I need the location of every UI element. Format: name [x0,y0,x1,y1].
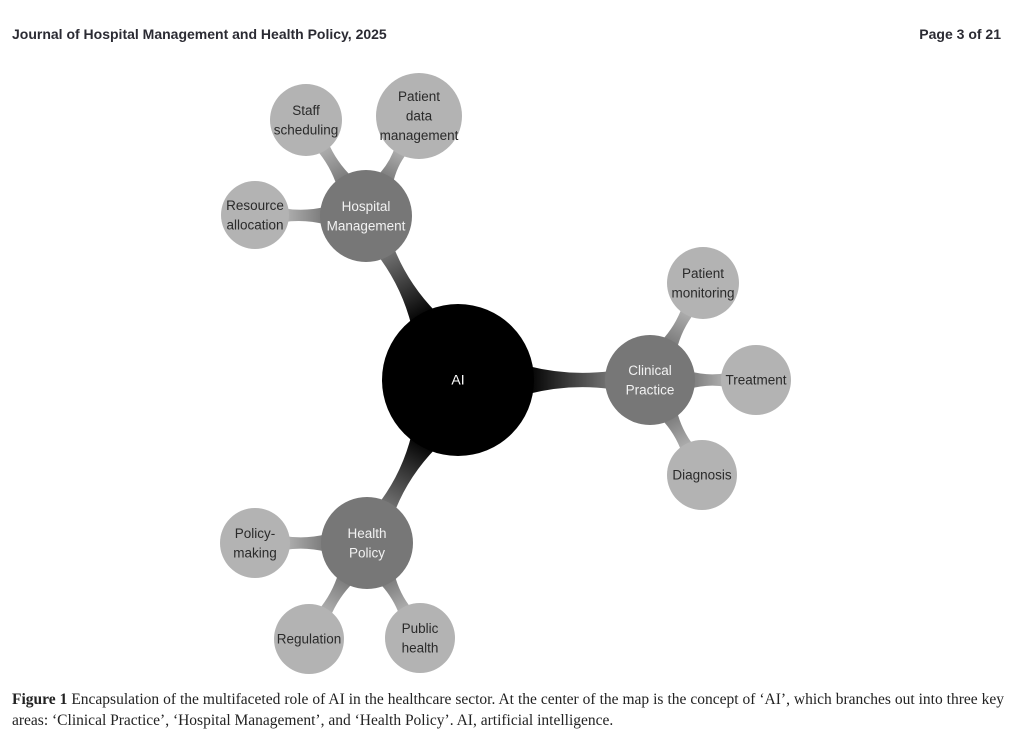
node-treatment [721,345,791,415]
node-health-policy-circle [321,497,413,589]
node-regulation-label: Regulation [276,631,342,647]
nodes [220,73,791,674]
node-clinical-practice-label: Clinical [628,362,672,378]
node-patient-data-management-label: data [405,108,433,124]
node-policy-making-label: Policy- [234,525,276,541]
node-policy-making [220,508,290,578]
page-number: Page 3 of 21 [919,26,1001,42]
node-hospital-management-label: Hospital [341,198,391,214]
node-regulation [274,604,344,674]
node-patient-monitoring-label: monitoring [671,285,735,301]
node-resource-allocation [221,181,289,249]
node-patient-monitoring-circle [667,247,739,319]
node-staff-scheduling-label: Staff [292,102,320,118]
node-resource-allocation-label: allocation [226,217,284,233]
node-staff-scheduling-label: scheduling [273,122,339,138]
node-public-health [385,603,455,673]
connector-health-policy-policy-making [284,534,327,552]
node-patient-data-management-label: Patient [397,89,441,105]
node-treatment-label: Treatment [725,372,787,388]
node-ai-label: AI [451,371,465,388]
node-staff-scheduling [270,84,342,156]
node-policy-making-circle [220,508,290,578]
node-patient-data-management-label: management [379,128,459,144]
node-public-health-label: health [401,640,439,656]
connector-hospital-management-resource-allocation [283,207,326,225]
node-hospital-management-label: Management [326,218,406,234]
node-health-policy-label: Policy [348,545,386,561]
node-patient-monitoring [667,247,739,319]
node-policy-making-label: making [233,545,277,561]
node-patient-monitoring-label: Patient [681,265,725,281]
node-hospital-management-circle [320,170,412,262]
node-patient-data-management [376,73,462,159]
node-staff-scheduling-circle [270,84,342,156]
node-health-policy-label: Health [347,525,387,541]
node-resource-allocation-circle [221,181,289,249]
node-health-policy [321,497,413,589]
connector-ai-clinical-practice [528,366,611,394]
node-public-health-circle [385,603,455,673]
node-clinical-practice [605,335,695,425]
node-hospital-management [320,170,412,262]
node-public-health-label: Public [401,620,439,636]
figure-label: Figure 1 [12,691,68,708]
journal-title: Journal of Hospital Management and Health Policy, 2025 [12,26,387,42]
node-resource-allocation-label: Resource [226,197,284,213]
figure-caption [12,689,1004,731]
node-diagnosis [667,440,737,510]
node-clinical-practice-label: Practice [625,382,675,398]
node-diagnosis-label: Diagnosis [672,467,732,483]
node-ai [382,304,534,456]
node-clinical-practice-circle [605,335,695,425]
caption-text: Encapsulation of the multifaceted role of AI in the healthcare sector. At the center of the map is the concept of ‘AI’, which branches out into three key areas: ‘Clinical Practice’, ‘Hospital Management’, and ‘Health Policy’. AI, artificial intelligence. [12,691,1005,729]
